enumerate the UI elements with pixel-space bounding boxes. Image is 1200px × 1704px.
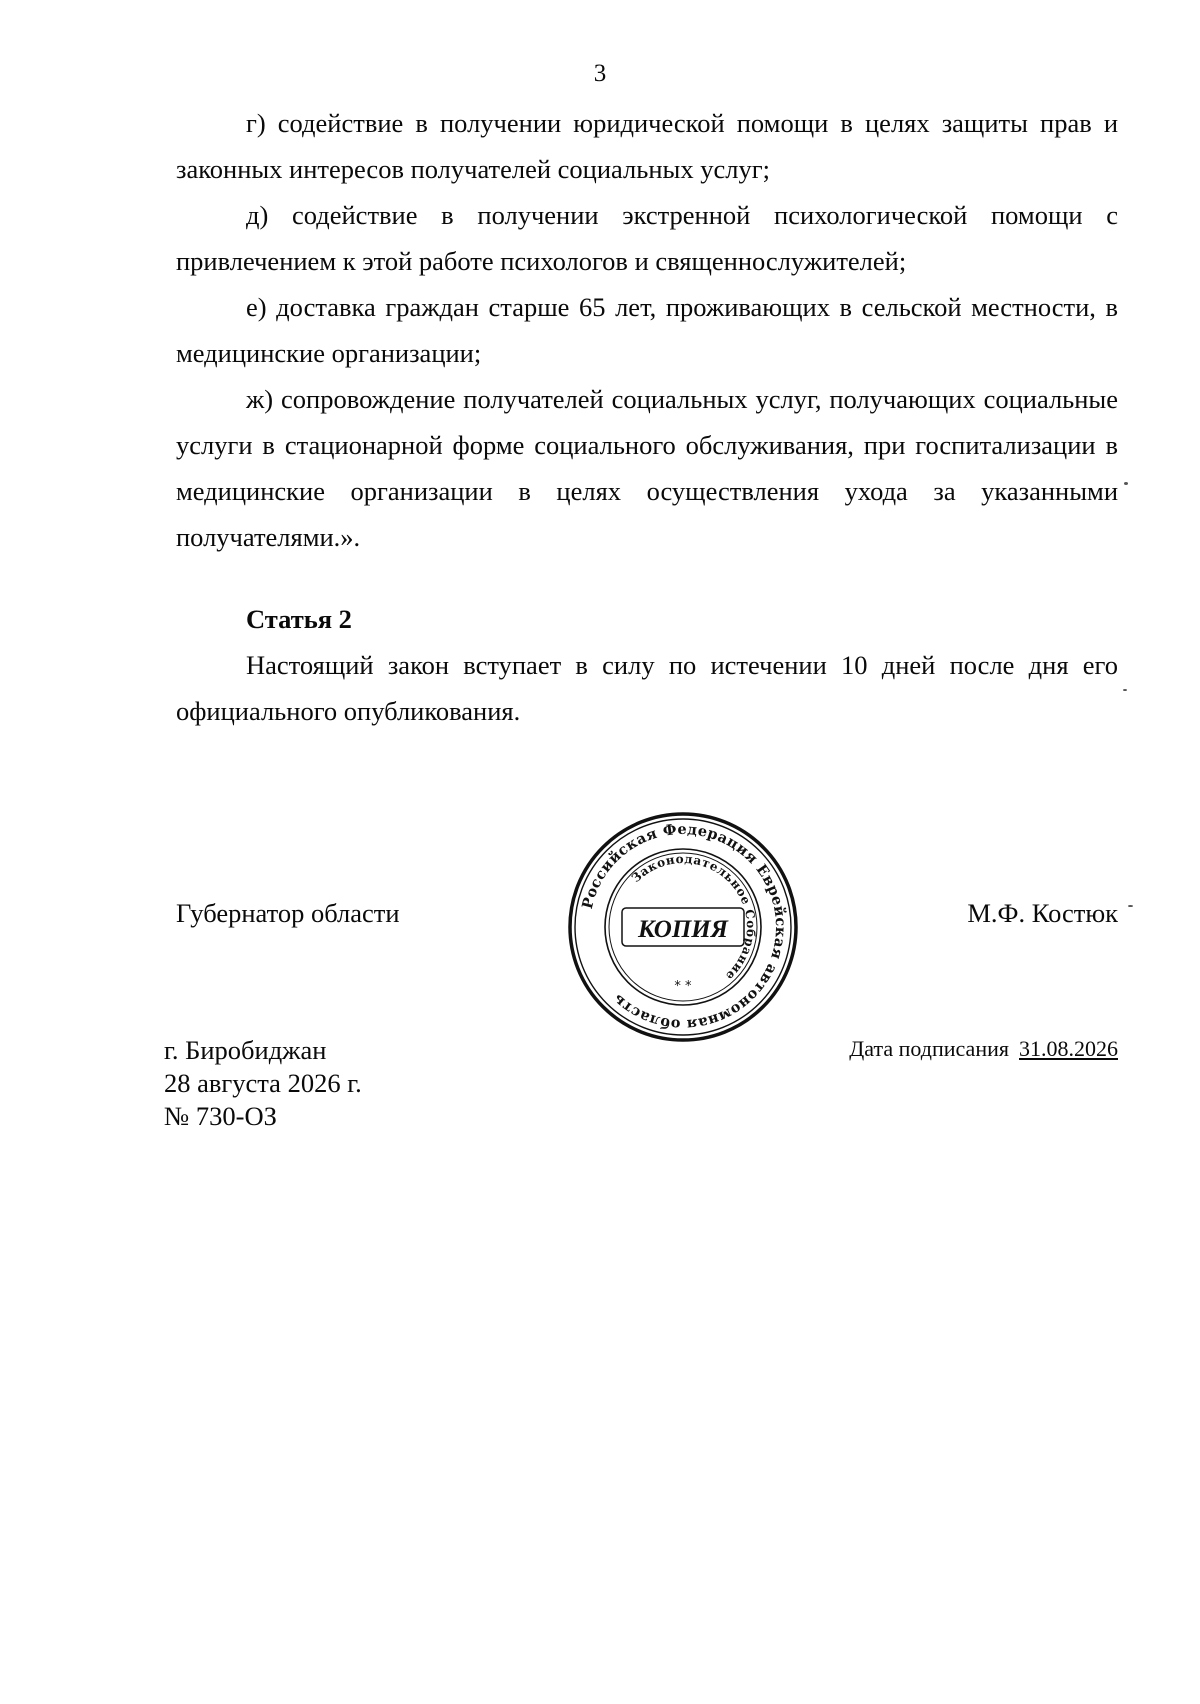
law-number: № 730-ОЗ	[164, 1101, 277, 1131]
article-heading: Статья 2	[246, 604, 352, 634]
law-date: 28 августа 2026 г.	[164, 1068, 362, 1098]
list-item-e: е) доставка граждан старше 65 лет, проживающих в сельской местности, в медицинские организации;	[176, 292, 1118, 368]
signatory-name: М.Ф. Костюк	[967, 898, 1118, 928]
scan-speck	[1128, 905, 1133, 907]
place-and-number-block	[164, 1034, 362, 1133]
list-item-g: г) содействие в получении юридической помощи в целях защиты прав и законных интересов получателей социальных услуг;	[176, 108, 1118, 184]
signatory-title: Губернатор области	[176, 898, 400, 928]
scan-speck	[1124, 482, 1128, 485]
place-city: г. Биробиджан	[164, 1035, 327, 1065]
signing-date-label: Дата подписания	[849, 1036, 1009, 1061]
stamp-star-icon: * *	[674, 979, 692, 994]
list-item-d: д) содействие в получении экстренной психологической помощи с привлечением к этой работе психологов и священнослужителей;	[176, 200, 1118, 276]
stamp-center-text: КОПИЯ	[638, 916, 728, 943]
stamp-inner-text: Законодательное Собрание	[628, 851, 759, 984]
page-number: 3	[593, 60, 607, 87]
signing-date-value: 31.08.2026	[1019, 1036, 1118, 1061]
article-text: Настоящий закон вступает в силу по истечении 10 дней после дня его официального опубликования.	[176, 650, 1118, 726]
stamp-outer-text: Российская Федерация Еврейская автономная область	[578, 820, 790, 1034]
signing-date-block	[849, 1036, 1118, 1062]
document-body	[176, 100, 1118, 734]
official-seal-stamp	[566, 810, 800, 1044]
scan-speck	[1123, 689, 1127, 691]
list-item-zh: ж) сопровождение получателей социальных услуг, получающих социальные услуги в стационарной форме социального обслуживания, при госпитализации в медицинские организации в целях осуществления ухода за указанными получателями.».	[176, 384, 1118, 552]
